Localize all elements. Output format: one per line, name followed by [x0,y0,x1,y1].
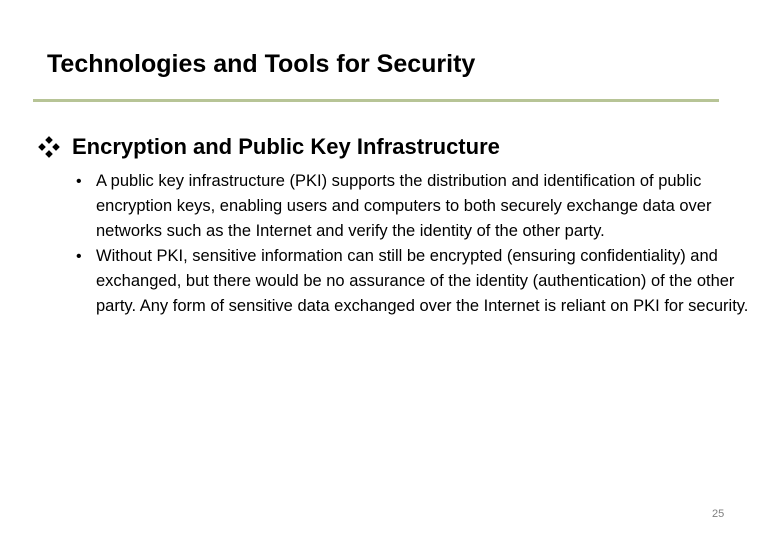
bullet-dot-icon: • [76,248,82,265]
bullet-item [76,244,760,319]
bullet-list [76,169,760,319]
bullet-text: A public key infrastructure (PKI) supports the distribution and identification of public encryption keys, enabling users and computers to both securely exchange data over networks such as the Internet and verify the identity of the other party. [96,172,712,240]
bullet-item [76,169,760,244]
title-underline-rule [33,99,719,102]
bullet-text: Without PKI, sensitive information can still be encrypted (ensuring confidentiality) and exchanged, but there would be no assurance of the identity (authentication) of the other party. Any form of sensitive data exchanged over the Internet is reliant on PKI for security. [96,247,749,315]
slide-title: Technologies and Tools for Security [47,50,476,78]
page-number: 25 [712,508,725,520]
bullet-dot-icon: • [76,173,82,190]
diamond-quad-bullet-icon [38,136,60,158]
section-heading-text: Encryption and Public Key Infrastructure [72,134,500,159]
section-heading [38,134,500,160]
